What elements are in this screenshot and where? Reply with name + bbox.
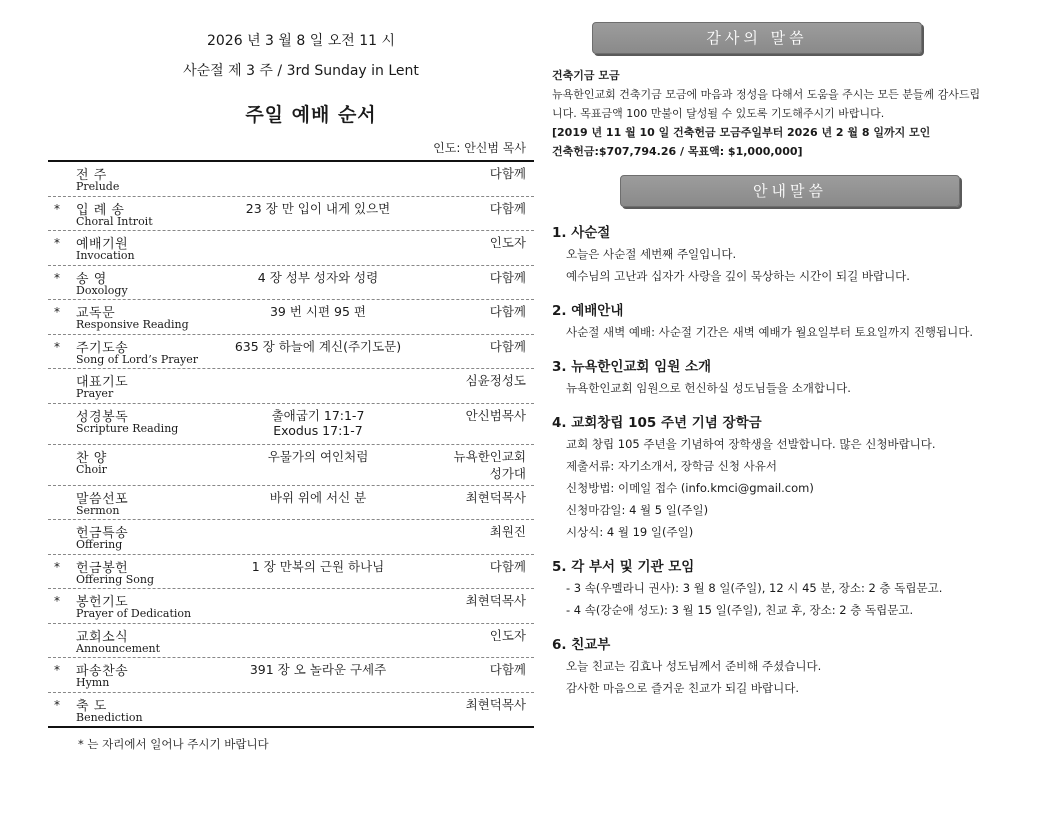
order-item-leader: 다함께: [489, 200, 526, 216]
order-item-leader: 다함께: [489, 338, 526, 354]
order-item-korean: 봉헌기도: [76, 595, 129, 610]
order-item-korean: 성경봉독: [76, 409, 129, 425]
order-item-detail: 23 장 만 입이 내게 있으면: [245, 200, 391, 216]
notice-line: 뉴욕한인교회 임원으로 헌신하실 성도님들을 소개합니다.: [566, 381, 851, 395]
order-item-korean: 찬 양: [76, 450, 107, 466]
order-row: [48, 520, 534, 555]
order-item-english: Offering Song: [76, 572, 155, 586]
order-row: [48, 335, 534, 370]
notices-banner: 안내말씀: [620, 175, 960, 207]
order-item-leader: 인도자: [489, 627, 526, 643]
order-item-detail: 635 장 하늘에 계신(주기도문): [234, 338, 402, 354]
order-item-english: Responsive Reading: [76, 318, 189, 331]
order-item-detail: 우물가의 여인처럼: [267, 448, 369, 464]
notice-item: [552, 221, 984, 285]
notice-title: 5. 각 부서 및 기관 모임: [552, 559, 695, 575]
building-fund-totals: 건축헌금:$707,794.26 / 목표액: $1,000,000]: [552, 145, 803, 158]
building-fund-body: 뉴욕한인교회 건축기금 모금에 마음과 정성을 다해서 도움을 주시는 모든 분들께 감사드립니다. 목표금액 100 만불이 달성될 수 있도록 기도해주시기 바랍니다.: [552, 88, 981, 120]
order-item-korean: 헌금특송: [76, 526, 129, 541]
building-fund-section: [552, 66, 984, 161]
order-item-detail: 출애굽기 17:1-7: [271, 407, 365, 423]
standing-marker: *: [54, 663, 60, 677]
notice-line: 사순절 새벽 예배: 사순절 기간은 새벽 예배가 월요일부터 토요일까지 진행됩니다.: [566, 325, 974, 339]
order-item-english: Invocation: [76, 249, 135, 262]
order-row: [48, 266, 534, 301]
order-item-english: Doxology: [76, 283, 128, 297]
order-item-korean: 말씀선포: [76, 491, 129, 507]
order-row: [48, 300, 534, 335]
order-item-leader: 다함께: [489, 166, 526, 181]
order-item-english: Choral Introit: [76, 214, 153, 228]
order-item-english: Announcement: [76, 641, 161, 655]
standing-marker: *: [54, 697, 60, 712]
order-row: [48, 589, 534, 624]
order-item-english: Choir: [76, 462, 107, 476]
page-title: 주일 예배 순서: [245, 104, 377, 126]
notice-line: 감사한 마음으로 즐거운 친교가 되길 바랍니다.: [566, 681, 800, 695]
order-item-english: Benediction: [76, 710, 143, 724]
order-row: [48, 404, 534, 445]
order-item-detail: 39 번 시편 95 편: [269, 304, 366, 319]
standing-marker: *: [54, 594, 60, 608]
order-row: [48, 197, 534, 232]
order-item-detail-secondary: Exodus 17:1-7: [273, 422, 363, 438]
order-item-korean: 입 례 송: [76, 202, 125, 218]
notice-line: 예수님의 고난과 십자가 사랑을 깊이 묵상하는 시간이 되길 바랍니다.: [566, 269, 910, 283]
notice-title: 1. 사순절: [552, 225, 611, 241]
notice-item: [552, 555, 984, 619]
order-item-leader: 다함께: [489, 558, 526, 574]
order-item-korean: 주기도송: [76, 340, 129, 356]
order-item-english: Prayer of Dedication: [76, 607, 192, 620]
order-item-english: Sermon: [76, 503, 120, 517]
notice-line: 오늘은 사순절 세번째 주일입니다.: [566, 247, 737, 261]
order-item-english: Scripture Reading: [76, 421, 179, 435]
announcements-panel: [552, 22, 984, 697]
order-item-english: Offering: [76, 538, 123, 551]
order-item-leader: 최원진: [489, 524, 526, 539]
notice-line: 신청마감일: 4 월 5 일(주일): [566, 503, 709, 517]
notice-line: 교회 창립 105 주년을 기념하여 장학생을 선발합니다. 많은 신청바랍니다.: [566, 437, 936, 451]
notice-item: [552, 411, 984, 541]
order-row: [48, 445, 534, 486]
order-item-korean: 전 주: [76, 168, 107, 183]
order-row: [48, 693, 534, 727]
order-item-korean: 송 영: [76, 271, 107, 287]
notice-title: 2. 예배안내: [552, 303, 624, 319]
standing-marker: *: [54, 305, 60, 319]
order-row: [48, 231, 534, 266]
order-item-korean: 대표기도: [76, 375, 129, 390]
notice-line: - 4 속(강순애 성도): 3 월 15 일(주일), 친교 후, 장소: 2 층 독립문고.: [566, 603, 914, 617]
order-item-leader: 인도자: [489, 235, 526, 250]
notice-item: [552, 355, 984, 397]
liturgical-sunday: 사순절 제 3 주 / 3rd Sunday in Lent: [183, 63, 419, 79]
standing-marker: *: [54, 201, 60, 216]
order-item-detail: 1 장 만복의 근원 하나님: [251, 558, 385, 574]
order-item-leader: 최현덕목사: [465, 489, 526, 505]
building-fund-period: [2019 년 11 월 10 일 건축헌금 모금주일부터 2026 년 2 월 8 일까지 모인: [552, 126, 931, 139]
order-row: [48, 486, 534, 521]
notice-title: 4. 교회창립 105 주년 기념 장학금: [552, 415, 762, 431]
service-leader: 인도: 안신범 목사: [433, 141, 526, 155]
worship-order-panel: [48, 30, 534, 752]
order-item-english: Prayer: [76, 387, 114, 400]
order-item-korean: 예배기원: [76, 237, 129, 252]
notice-line: 신청방법: 이메일 접수 (info.kmci@gmail.com): [566, 481, 814, 495]
notice-line: 오늘 친교는 김효나 성도님께서 준비해 주셨습니다.: [566, 659, 822, 673]
notice-item: [552, 633, 984, 697]
notice-line: 시상식: 4 월 19 일(주일): [566, 525, 694, 539]
order-item-leader: 안신범목사: [465, 407, 526, 423]
standing-marker: *: [54, 559, 60, 574]
order-item-leader: 다함께: [489, 662, 526, 677]
order-item-leader: 최현덕목사: [465, 593, 526, 608]
notice-line: 제출서류: 자기소개서, 장학금 신청 사유서: [566, 459, 778, 473]
standing-footnote: * 는 자리에서 일어나 주시기 바랍니다: [78, 737, 269, 751]
order-row: [48, 369, 534, 404]
notice-line: - 3 속(우멜라니 권사): 3 월 8 일(주일), 12 시 45 분, 장소: 2 층 독립문고.: [566, 581, 943, 595]
order-item-detail: 4 장 성부 성자와 성령: [257, 269, 379, 285]
order-item-leader-secondary: 성가대: [489, 465, 526, 481]
order-item-english: Hymn: [76, 676, 110, 689]
order-item-english: Song of Lord’s Prayer: [76, 352, 199, 366]
order-row: [48, 162, 534, 197]
order-item-leader: 심윤정성도: [465, 373, 526, 388]
order-item-leader: 다함께: [489, 304, 526, 319]
order-row: [48, 624, 534, 659]
service-date: 2026 년 3 월 8 일 오전 11 시: [206, 33, 395, 49]
notices-list: [552, 221, 984, 697]
order-item-korean: 축 도: [76, 698, 107, 714]
building-fund-heading: 건축기금 모금: [552, 69, 620, 82]
order-item-korean: 교독문: [76, 306, 116, 321]
order-row: [48, 658, 534, 693]
order-item-english: Prelude: [76, 180, 120, 193]
order-of-worship-table: [48, 160, 534, 728]
notice-title: 3. 뉴욕한인교회 임원 소개: [552, 359, 712, 375]
order-item-korean: 파송찬송: [76, 664, 129, 679]
notice-title: 6. 친교부: [552, 637, 611, 653]
thanks-banner: 감사의 말씀: [592, 22, 922, 54]
notice-item: [552, 299, 984, 341]
order-item-korean: 헌금봉헌: [76, 560, 129, 576]
standing-marker: *: [54, 270, 60, 285]
order-item-leader: 최현덕목사: [465, 696, 526, 712]
order-item-detail: 391 장 오 놀라운 구세주: [249, 662, 387, 677]
order-row: [48, 555, 534, 590]
order-item-leader: 뉴욕한인교회: [453, 448, 526, 464]
standing-marker: *: [54, 236, 60, 250]
standing-marker: *: [54, 339, 60, 354]
order-item-leader: 다함께: [489, 269, 526, 285]
order-item-korean: 교회소식: [76, 629, 129, 645]
order-item-detail: 바위 위에 서신 분: [269, 489, 367, 505]
